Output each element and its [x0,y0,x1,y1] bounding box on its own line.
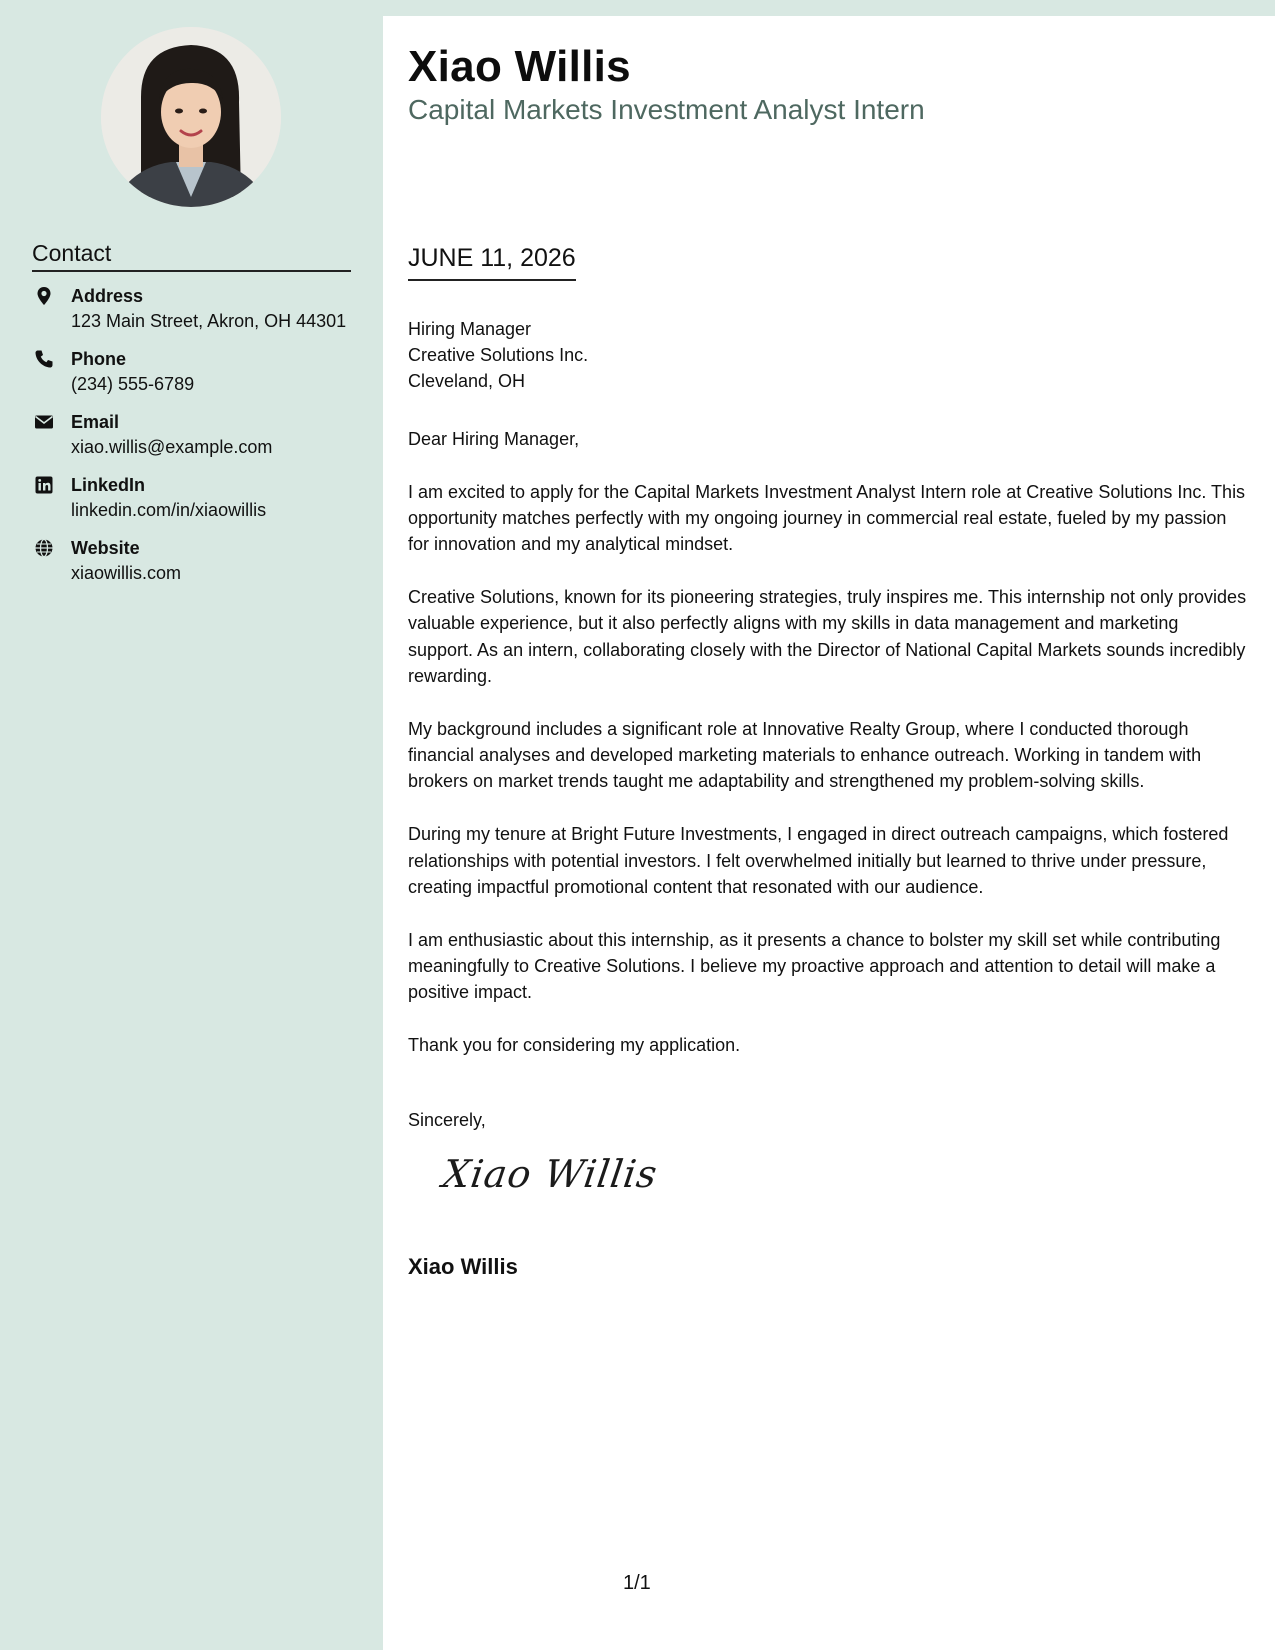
location-pin-icon [34,286,54,306]
closing: Sincerely, [408,1110,486,1130]
globe-icon [34,538,54,558]
paragraph: Thank you for considering my application. [408,1035,741,1056]
contact-item-email [32,410,362,460]
contact-item-phone [32,347,362,397]
phone-icon [34,349,54,369]
contact-value: xiao.willis@example.com [71,437,273,457]
paragraph: My background includes a significant role at Innovative Realty Group, where I conducted thorough financial analyses and developed marketing materials to enhance outreach. Working in tandem with brokers on market trends taught me adaptability and strengthened my problem-solving skills. [408,718,1202,792]
contact-value: linkedin.com/in/xiaowillis [71,500,267,520]
signature: Xiao Willis [439,1152,661,1196]
paragraph: Creative Solutions, known for its pioneering strategies, truly inspires me. This internship not only provides valuable experience, but it also perfectly aligns with my skills in data management and marketing support. As an intern, collaborating closely with the Director of National Capital Markets sounds incredibly rewarding. [408,587,1247,687]
recipient-line: Hiring Manager [408,319,532,339]
applicant-name: Xiao Willis [408,42,631,91]
contact-label: Address [71,286,144,306]
profile-photo [101,27,281,207]
job-title: Capital Markets Investment Analyst Intern [408,94,925,125]
recipient-line: Creative Solutions Inc. [408,345,589,365]
contact-value: 123 Main Street, Akron, OH 44301 [71,311,347,331]
paragraph: During my tenure at Bright Future Investments, I engaged in direct outreach campaigns, which fostered relationships with potential investors. I felt overwhelmed initially but learned to thrive under pressure, creating impactful promotional content that resonated with our audience. [408,824,1229,897]
contact-heading: Contact [32,240,351,272]
contact-label: Website [71,538,140,558]
sidebar [0,0,383,1650]
recipient-line: Cleveland, OH [408,371,526,391]
letter-date: JUNE 11, 2026 [408,244,576,281]
signer-name: Xiao Willis [408,1254,518,1279]
contact-item-linkedin [32,473,362,523]
contact-value: (234) 555-6789 [71,374,195,394]
contact-label: Phone [71,349,127,369]
recipient-block [408,316,588,394]
contact-label: Email [71,412,120,432]
linkedin-icon [34,475,54,495]
contact-value: xiaowillis.com [71,563,182,583]
page-number: 1/1 [623,1572,651,1594]
paragraph: I am enthusiastic about this internship, as it presents a chance to bolster my skill set while contributing meaningfully to Creative Solutions. I believe my proactive approach and attention to detail will make a positive impact. [408,929,1221,1003]
paragraph: I am excited to apply for the Capital Markets Investment Analyst Intern role at Creative Solutions Inc. This opportunity matches perfectly with my ongoing journey in commercial real estate, fueled by my passion for innovation and my analytical mindset. [408,481,1246,555]
salutation: Dear Hiring Manager, [408,429,580,449]
email-icon [34,412,54,432]
letter-body [383,16,1275,1650]
contact-item-address [32,284,362,334]
contact-item-website [32,536,362,586]
contact-label: LinkedIn [71,475,146,495]
letter-text [408,426,1248,1085]
contact-list [32,284,362,599]
